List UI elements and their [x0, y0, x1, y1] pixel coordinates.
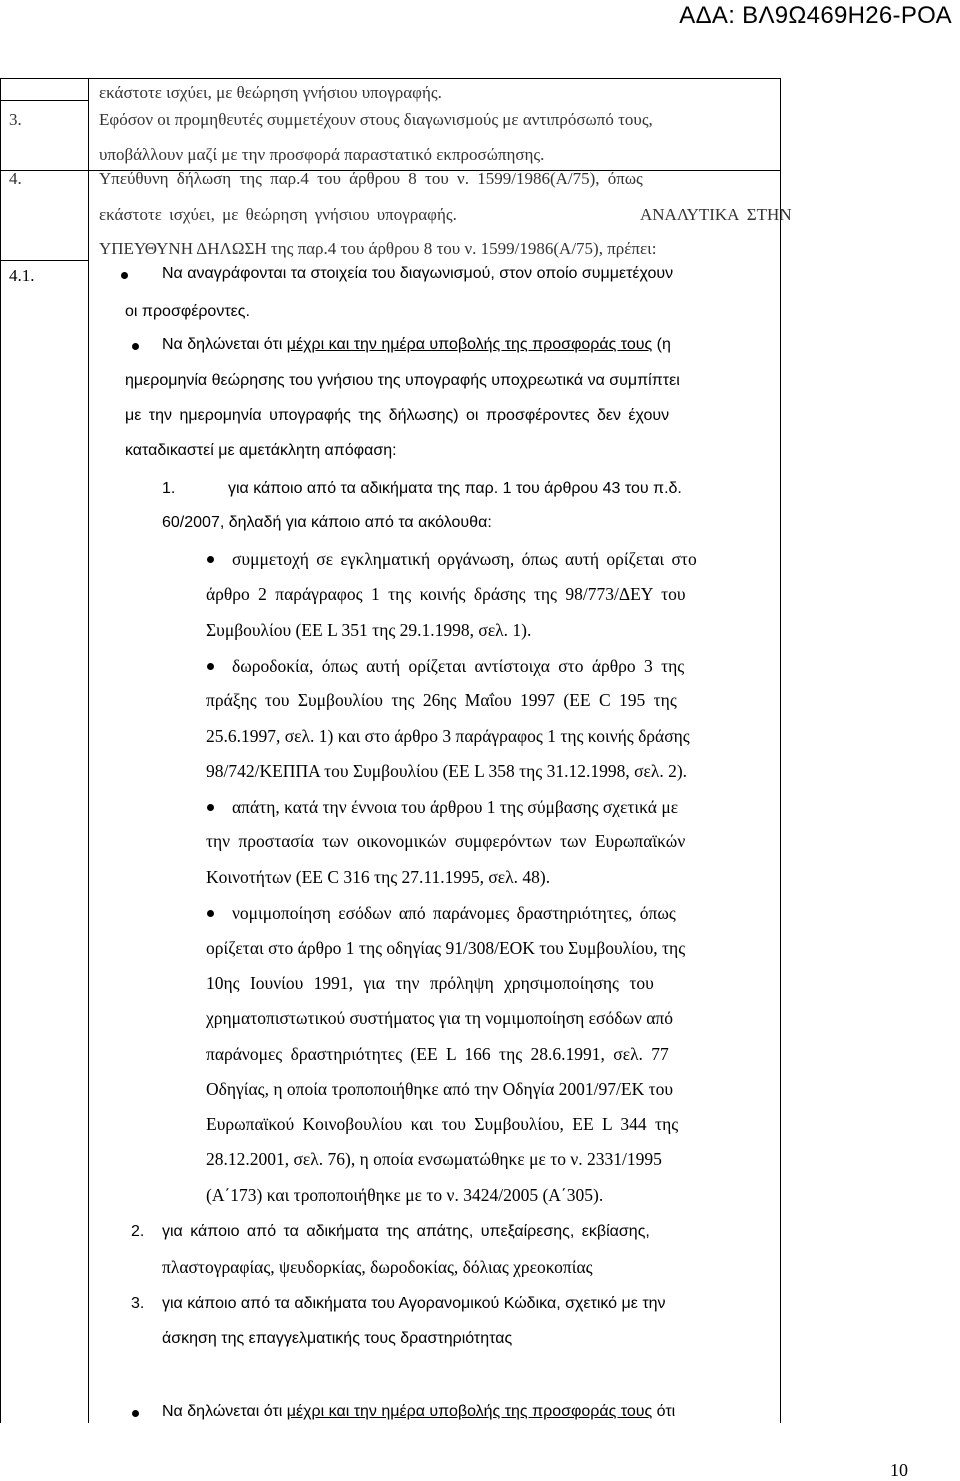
sub-2-line1: για κάποιο από τα αδικήματα της απάτης, υπεξαίρεσης, εκβίασης,	[162, 1223, 650, 1240]
sub-1-line2: 60/2007, δηλαδή για κάποιο από τα ακόλουθα:	[162, 514, 492, 531]
item-number-4-1: 4.1.	[9, 266, 35, 285]
crime-1-line3: Συμβουλίου (ΕΕ L 351 της 29.1.1998, σελ. 1).	[206, 620, 532, 640]
item-3-text-line2: υποβάλλουν μαζί με την προσφορά παραστατικό εκπροσώπησης.	[99, 145, 545, 164]
crime-1-line2: άρθρο 2 παράγραφος 1 της κοινής δράσης της 98/773/ΔΕΥ του	[206, 584, 686, 604]
crime-4-line5: παράνομες δραστηριότητες (ΕΕ L 166 της 28.6.1991, σελ. 77	[206, 1044, 669, 1064]
crime-3-line2: την προστασία των οικονομικών συμφερόντων των Ευρωπαϊκών	[206, 831, 686, 851]
item-4-text-line2: εκάστοτε ισχύει, με θεώρηση γνήσιου υπογραφής.	[99, 205, 457, 224]
crime-4-line2: ορίζεται στο άρθρο 1 της οδηγίας 91/308/ΕΟΚ του Συμβουλίου, της	[206, 938, 686, 958]
crime-2-line4: 98/742/ΚΕΠΠΑ του Συμβουλίου (ΕΕ L 358 της 31.12.1998, σελ. 2).	[206, 761, 688, 781]
requirement-2-line3: με την ημερομηνία υπογραφής της δήλωσης) οι προσφέροντες δεν έχουν	[125, 407, 670, 424]
crime-4-line6: Οδηγίας, η οποία τροποποιήθηκε από την Οδηγία 2001/97/ΕΚ του	[206, 1079, 674, 1099]
row-separator	[0, 100, 88, 101]
requirement-2-line2: ημερομηνία θεώρησης του γνήσιου της υπογραφής υποχρεωτικά να συμπίπτει	[125, 372, 680, 389]
requirement-2-intro: Να δηλώνεται ότι	[162, 336, 287, 353]
requirement-2-line4: καταδικαστεί με αμετάκλητη απόφαση:	[125, 442, 397, 459]
item-number-4: 4.	[9, 169, 22, 188]
requirement-2-cont: (η	[652, 336, 671, 353]
crime-1-line1: συμμετοχή σε εγκληματική οργάνωση, όπως αυτή ορίζεται στο	[232, 549, 697, 569]
bullet-icon	[121, 272, 128, 279]
crime-2-line3: 25.6.1997, σελ. 1) και στο άρθρο 3 παράγραφος 1 της κοινής δράσης	[206, 726, 690, 746]
crime-4-line1: νομιμοποίηση εσόδων από παράνομες δραστηριότητες, όπως	[232, 903, 676, 923]
requirement-3-intro: Να δηλώνεται ότι	[162, 1403, 287, 1420]
bullet-icon	[207, 910, 214, 917]
sub-number-3: 3.	[131, 1295, 145, 1312]
table-top-border	[0, 78, 781, 79]
row-separator	[0, 260, 88, 261]
crime-2-line2: πράξης του Συμβουλίου της 26ης Μαΐου 1997 (ΕΕ C 195 της	[206, 690, 677, 710]
sub-1-line1: για κάποιο από τα αδικήματα της παρ. 1 του άρθρου 43 του π.δ.	[228, 480, 682, 497]
bullet-icon	[207, 804, 214, 811]
item-4-text-line1: Υπεύθυνη δήλωση της παρ.4 του άρθρου 8 του ν. 1599/1986(Α/75), όπως	[99, 169, 643, 188]
crime-4-line8: 28.12.2001, σελ. 76), η οποία ενσωματώθηκε με το ν. 2331/1995	[206, 1149, 662, 1169]
requirement-1-line2: οι προσφέροντες.	[125, 303, 250, 320]
crime-4-line4: χρηματοπιστωτικού συστήματος για τη νομιμοποίηση εσόδων από	[206, 1008, 674, 1028]
bullet-icon	[132, 343, 139, 350]
requirement-3-cont: ότι	[652, 1403, 676, 1420]
table-right-border	[780, 78, 781, 1423]
bullet-icon	[207, 556, 214, 563]
crime-4-line3: 10ης Ιουνίου 1991, για την πρόληψη χρησιμοποίησης του	[206, 973, 654, 993]
crime-4-line7: Ευρωπαϊκού Κοινοβουλίου και του Συμβουλίου, ΕΕ L 344 της	[206, 1114, 679, 1134]
requirement-2-line1	[162, 337, 671, 353]
item-3-text-line1: Εφόσον οι προμηθευτές συμμετέχουν στους διαγωνισμούς με αντιπρόσωπό τους,	[99, 110, 653, 129]
requirement-1-line1: Να αναγράφονται τα στοιχεία του διαγωνισμού, στον οποίο συμμετέχουν	[162, 265, 674, 282]
crime-4-line9: (Α΄173) και τροποποιήθηκε με το ν. 3424/2005 (Α΄305).	[206, 1185, 604, 1205]
table-left-border	[0, 78, 1, 1423]
ada-identifier: ΑΔΑ: ΒΛ9Ω469Η26-ΡΟΑ	[679, 2, 952, 29]
bullet-icon	[207, 663, 214, 670]
item-4-heading-start: ΑΝΑΛΥΤΙΚΑ ΣΤΗΝ	[640, 205, 792, 224]
sub-number-2: 2.	[131, 1223, 145, 1240]
table-column-divider	[88, 78, 89, 1423]
previous-item-tail: εκάστοτε ισχύει, με θεώρηση γνήσιου υπογραφής.	[99, 83, 442, 102]
sub-3-line2: άσκηση της επαγγελματικής τους δραστηριότητας	[162, 1330, 513, 1347]
requirement-3-line1	[162, 1404, 675, 1420]
page-number: 10	[890, 1460, 908, 1480]
crime-3-line3: Κοινοτήτων (ΕΕ C 316 της 27.11.1995, σελ. 48).	[206, 867, 551, 887]
item-number-3: 3.	[9, 110, 22, 129]
sub-3-line1: για κάποιο από τα αδικήματα του Αγορανομικού Κώδικα, σχετικό με την	[162, 1295, 666, 1312]
sub-number-1: 1.	[162, 480, 176, 497]
item-4-text-line3: ΥΠΕΥΘΥΝΗ ΔΗΛΩΣΗ της παρ.4 του άρθρου 8 του ν. 1599/1986(Α/75), πρέπει:	[99, 239, 657, 258]
crime-3-line1: απάτη, κατά την έννοια του άρθρου 1 της σύμβασης σχετικά με	[232, 797, 679, 817]
requirement-2-underlined: μέχρι και την ημέρα υποβολής της προσφοράς τους	[286, 336, 653, 353]
crime-2-line1: δωροδοκία, όπως αυτή ορίζεται αντίστοιχα στο άρθρο 3 της	[232, 656, 685, 676]
sub-2-line2: πλαστογραφίας, ψευδορκίας, δωροδοκίας, δόλιας χρεοκοπίας	[162, 1257, 593, 1277]
bullet-icon	[132, 1410, 139, 1417]
requirement-3-underlined: μέχρι και την ημέρα υποβολής της προσφοράς τους	[286, 1403, 653, 1420]
